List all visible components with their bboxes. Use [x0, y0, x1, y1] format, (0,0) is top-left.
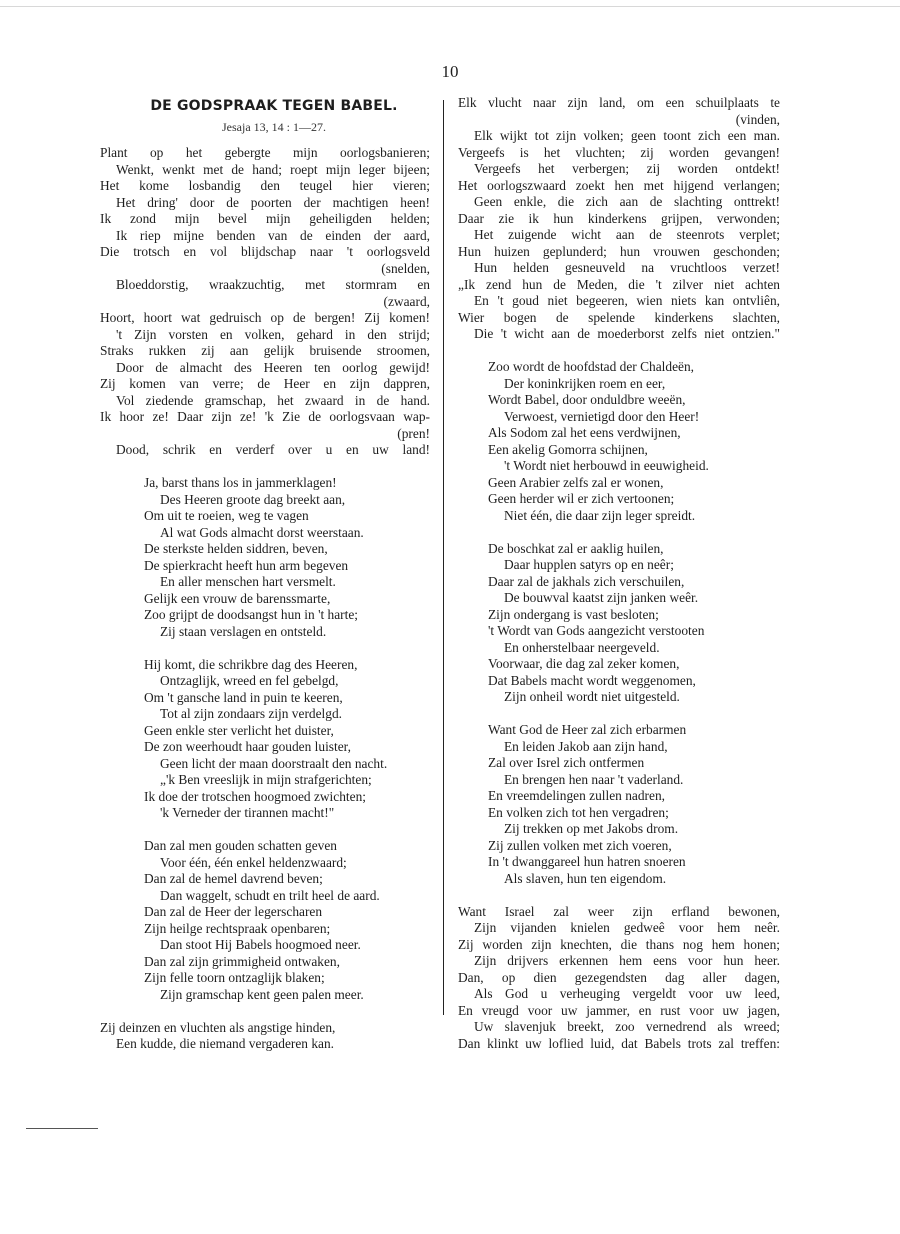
verse-line: Want Israel zal weer zijn erfland bewonen, [458, 903, 780, 919]
verse-line: Als God u verheuging vergeldt voor uw leed, [474, 986, 780, 1001]
verse-line: Ik doe der trotschen hoogmoed zwichten; [144, 788, 366, 804]
verse-line: En aller menschen hart versmelt. [160, 574, 336, 589]
verse-line: Uw slavenjuk breekt, zoo vernedrend als wreed; [474, 1019, 780, 1034]
verse-line: Die 't wicht aan de moederborst zelfs niet ontzien." [474, 326, 780, 341]
verse-line: Dan, op dien gezegendsten dag aller dagen, [458, 969, 780, 985]
verse-line: Dan klinkt uw loflied luid, dat Babels trots zal treffen: [458, 1035, 780, 1051]
verse-line: Hij komt, die schrikbre dag des Heeren, [144, 656, 358, 672]
right-stanzas [458, 95, 780, 1052]
stanza [458, 541, 780, 706]
verse-line: Plant op het gebergte mijn oorlogsbanieren; [100, 145, 430, 160]
verse-line: Ik zond mijn bevel mijn geheiligden helden; [100, 211, 430, 226]
verse-line: Verwoest, vernietigd door den Heer! [504, 408, 700, 424]
verse-line: Zijn onheil wordt niet uitgesteld. [504, 689, 680, 704]
verse-line: Ontzaglijk, wreed en fel gebelgd, [160, 673, 339, 688]
verse-line: Der koninkrijken roem en eer, [504, 375, 666, 391]
verse-line: Zijn gramschap kent geen palen meer. [160, 986, 364, 1002]
stanza [458, 359, 780, 524]
verse-line: Zij zullen volken met zich voeren, [488, 837, 672, 853]
verse-line: Het oorlogszwaard zoekt hen met hijgend verlangen; [458, 177, 780, 193]
verse-line: Dan zal zijn grimmigheid ontwaken, [144, 953, 340, 969]
verse-line: Niet één, die daar zijn leger spreidt. [504, 507, 696, 523]
verse-line: Gelijk een vrouw de barenssmarte, [144, 590, 331, 606]
verse-line: Zoo wordt de hoofdstad der Chaldeën, [488, 359, 695, 374]
verse-line: Dan waggelt, schudt en trilt heel de aard. [160, 887, 380, 903]
verse-line: Een kudde, die niemand vergaderen kan. [116, 1036, 335, 1051]
verse-line: Hoort, hoort wat gedruisch op de bergen! Zij komen! [100, 310, 430, 325]
verse-line: Dan stoot Hij Babels hoogmoed neer. [160, 937, 361, 952]
verse-line: Daar zal de jakhals zich verschuilen, [488, 573, 685, 589]
verse-line: Dan zal de hemel davrend beven; [144, 871, 323, 886]
verse-line: Elk wijkt tot zijn volken; geen toont zich een man. [474, 128, 780, 143]
verse-line: Daar zie ik hun kinderkens grijpen, verwonden; [458, 210, 780, 226]
verse-line: (vinden, [735, 111, 780, 127]
verse-line: Dan zal de Heer der legerscharen [144, 904, 323, 919]
verse-line: En vreemdelingen zullen nadren, [488, 788, 665, 803]
verse-line: Voor één, één enkel heldenzwaard; [160, 854, 347, 870]
right-column [458, 95, 780, 1052]
verse-line: Dan zal men gouden schatten geven [144, 838, 337, 853]
bottom-rule [26, 1128, 98, 1129]
stanza [458, 95, 780, 343]
verse-line: Geen Arabier zelfs zal er wonen, [488, 474, 664, 490]
verse-line: In 't dwanggareel hun hatren snoeren [488, 854, 686, 869]
verse-line: 'k Verneder der tirannen macht!" [160, 805, 335, 820]
verse-line: Zijn drijvers erkennen hem eens voor hun heer. [474, 953, 780, 968]
verse-line: Zijn ondergang is vast besloten; [488, 606, 659, 622]
verse-line: Om uit te roeien, weg te vagen [144, 508, 309, 523]
verse-line: Als slaven, hun ten eigendom. [504, 870, 667, 886]
verse-line: Om 't gansche land in puin te keeren, [144, 689, 343, 705]
verse-line: Zoo grijpt de doodsangst hun in 't harte; [144, 607, 359, 622]
stanza [458, 722, 780, 887]
stanza [100, 475, 430, 640]
verse-line: Geen enkle ster verlicht het duister, [144, 722, 334, 738]
verse-line: En leiden Jakob aan zijn hand, [504, 738, 668, 754]
verse-line: Een akelig Gomorra schijnen, [488, 441, 648, 457]
verse-line: (snelden, [381, 260, 430, 276]
verse-line: Zij worden zijn knechten, die thans nog hem honen; [458, 936, 780, 952]
verse-line: Vol ziedende gramschap, het zwaard in de hand. [116, 392, 430, 408]
verse-line: Wier bogen de spelende kinderkens slachten, [458, 309, 780, 325]
stanza [100, 838, 430, 1003]
verse-line: Ja, barst thans los in jammerklagen! [144, 475, 337, 490]
verse-line: Door de almacht des Heeren ten oorlog gewijd! [116, 359, 430, 375]
verse-line: En brengen hen naar 't vaderland. [504, 771, 684, 787]
verse-line: Des Heeren groote dag breekt aan, [160, 491, 346, 507]
verse-line: En vreugd voor uw jammer, en rust voor uw jagen, [458, 1002, 780, 1018]
stanza [458, 904, 780, 1053]
verse-line: 't Wordt van Gods aangezicht verstooten [488, 623, 705, 638]
verse-line: Het kome losbandig den teugel hier vieren; [100, 178, 430, 193]
stanza [100, 1020, 430, 1053]
verse-line: Wenkt, wenkt met de hand; roept mijn leger bijeen; [116, 161, 430, 177]
verse-line: En volken zich tot hen vergadren; [488, 804, 669, 820]
verse-line: 't Zijn vorsten en volken, gehard in den strijd; [116, 326, 430, 342]
verse-line: Als Sodom zal het eens verdwijnen, [488, 425, 681, 440]
verse-line: 't Wordt niet herbouwd in eeuwigheid. [504, 458, 709, 473]
verse-line: Straks rukken zij aan gelijk bruisende stroomen, [100, 343, 430, 358]
verse-line: Zij komen van verre; de Heer en zijn dappren, [100, 376, 430, 391]
verse-line: Want God de Heer zal zich erbarmen [488, 722, 687, 737]
verse-line: De bouwval kaatst zijn janken weêr. [504, 590, 699, 605]
verse-line: Zijn felle toorn ontzaglijk blaken; [144, 970, 325, 985]
column-divider [443, 100, 444, 1015]
stanza [100, 145, 430, 459]
verse-line: De zon weerhoudt haar gouden luister, [144, 739, 351, 754]
verse-line: Zijn vijanden knielen gedweê voor hem neêr. [474, 920, 780, 935]
verse-line: Ik riep mijne benden van de einden der aard, [116, 227, 430, 243]
verse-line: En 't goud niet begeeren, wien niets kan ontvliên, [474, 293, 780, 308]
verse-line: Ik hoor ze! Daar zijn ze! 'k Zie de oorlogsvaan wap- [100, 409, 430, 424]
verse-line: Het dring' door de poorten der machtigen heen! [116, 194, 430, 210]
verse-line: Daar hupplen satyrs op en neêr; [504, 557, 674, 572]
verse-line: Geen enkle, die zich aan de slachting onttrekt! [474, 194, 780, 209]
left-column [100, 95, 430, 1053]
poem-title: DE GODSPRAAK TEGEN BABEL. [150, 98, 398, 114]
verse-line: „'k Ben vreeslijk in mijn strafgerichten; [160, 772, 372, 787]
verse-line: Zal over Isrel zich ontfermen [488, 755, 645, 770]
verse-line: Vergeefs het verbergen; zij worden ontdekt! [474, 161, 780, 176]
verse-line: Dat Babels macht wordt weggenomen, [488, 672, 696, 688]
verse-line: (pren! [397, 425, 430, 441]
verse-line: Zij trekken op met Jakobs drom. [504, 821, 679, 836]
verse-line: Wordt Babel, door onduldbre weeën, [488, 392, 686, 407]
verse-line: „Ik zend hun de Meden, die 't zilver niet achten [458, 276, 780, 292]
verse-line: Voorwaar, die dag zal zeker komen, [488, 656, 680, 671]
verse-line: Dood, schrik en verderf over u en uw land! [116, 442, 430, 457]
verse-line: Tot al zijn zondaars zijn verdelgd. [160, 706, 343, 721]
verse-line: Het zuigende wicht aan de steenrots verplet; [474, 227, 780, 242]
verse-line: Zij deinzen en vluchten als angstige hinden, [100, 1019, 336, 1035]
verse-line: Bloeddorstig, wraakzuchtig, met stormram en [116, 277, 430, 292]
verse-line: Geen licht der maan doorstraalt den nacht. [160, 755, 388, 771]
verse-line: Elk vlucht naar zijn land, om een schuilplaats te [458, 95, 780, 110]
stanza [100, 657, 430, 822]
verse-line: De spierkracht heeft hun arm begeven [144, 557, 349, 573]
verse-line: Zij staan verslagen en ontsteld. [160, 623, 327, 639]
verse-line: Geen herder wil er zich vertoonen; [488, 491, 675, 506]
top-rule [0, 6, 900, 7]
verse-line: De sterkste helden siddren, beven, [144, 541, 328, 556]
verse-line: De boschkat zal er aaklig huilen, [488, 540, 664, 556]
verse-line: Hun huizen geplunderd; hun vrouwen geschonden; [458, 243, 780, 259]
verse-line: Die trotsch en vol blijdschap naar 't oorlogsveld [100, 244, 430, 259]
left-stanzas [100, 145, 430, 1053]
verse-line: (zwaard, [383, 293, 430, 309]
verse-line: Hun helden gesneuveld na vruchtloos verzet! [474, 260, 780, 275]
verse-line: Vergeefs is het vluchten; zij worden gevangen! [458, 144, 780, 160]
verse-line: Al wat Gods almacht dorst weerstaan. [160, 524, 364, 540]
scripture-reference: Jesaja 13, 14 : 1—27. [222, 120, 326, 134]
verse-line: Zijn heilge rechtspraak openbaren; [144, 920, 331, 936]
page-number: 10 [441, 62, 459, 81]
verse-line: En onherstelbaar neergeveld. [504, 639, 660, 655]
